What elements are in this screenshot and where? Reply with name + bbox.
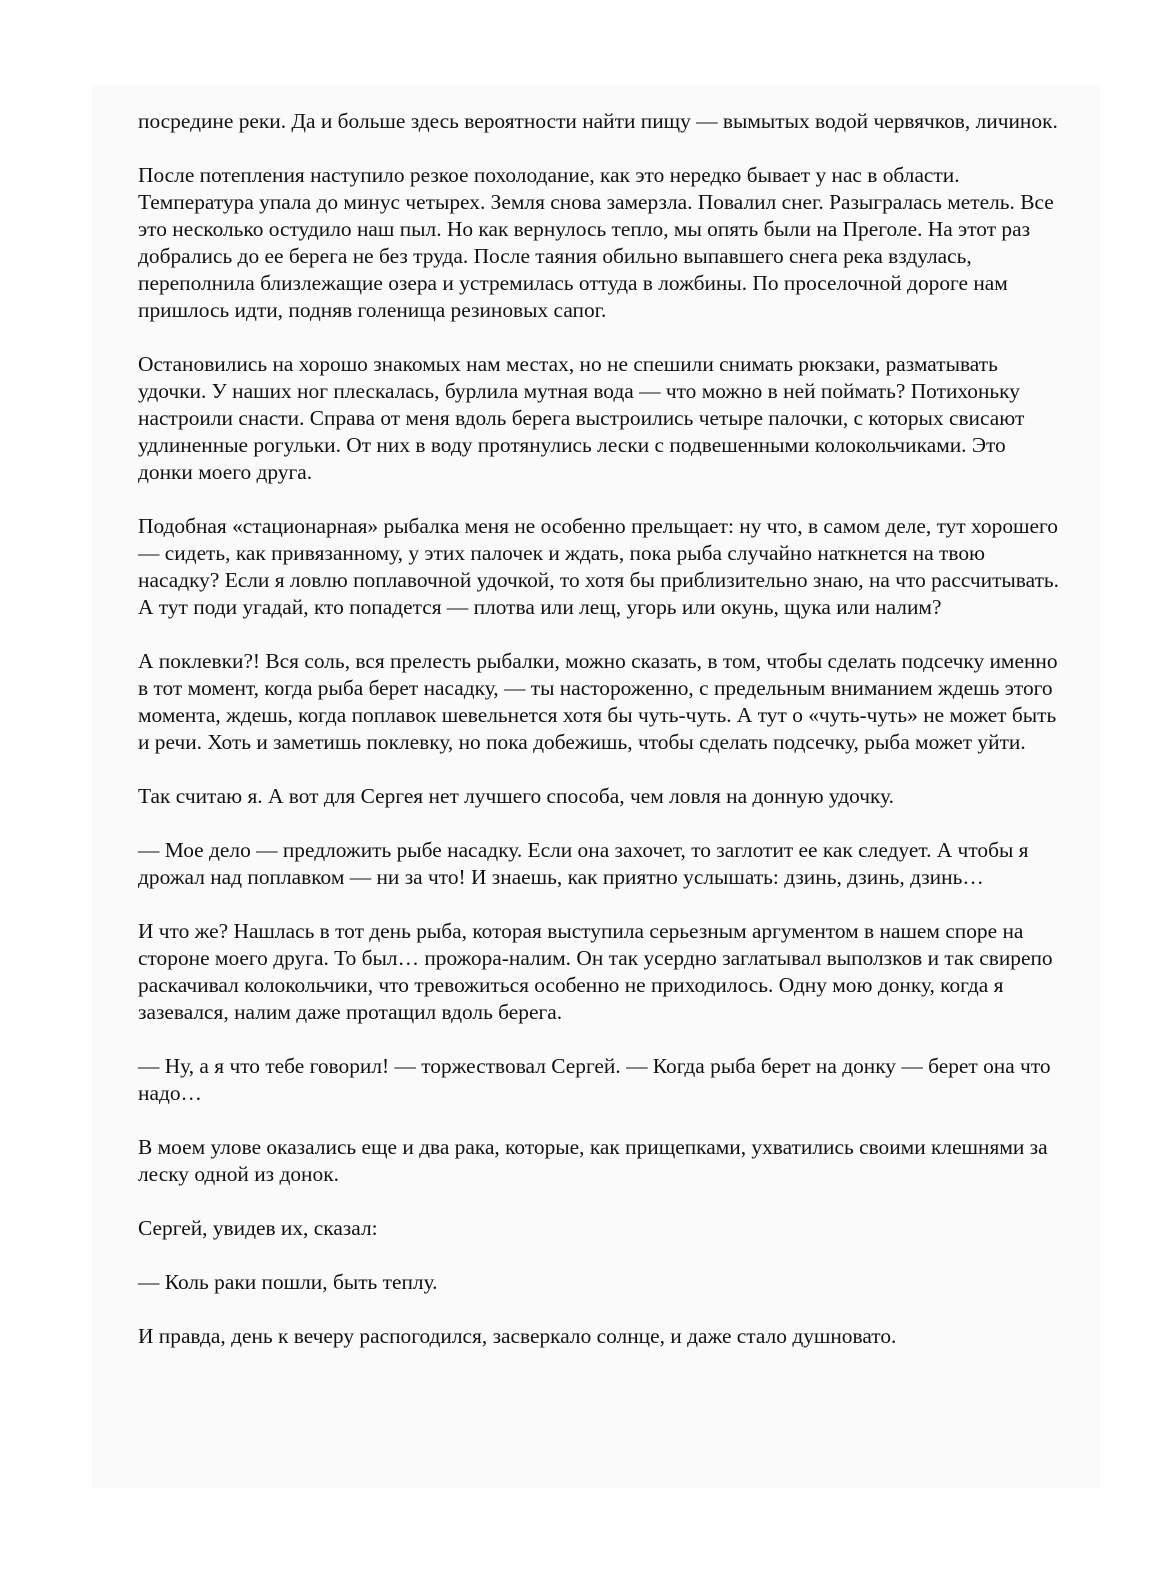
paragraph: посредине реки. Да и больше здесь вероятности найти пищу — вымытых водой червячков, личинок. (138, 109, 1058, 133)
paragraph: Так считаю я. А вот для Сергея нет лучшего способа, чем ловля на донную удочку. (138, 784, 895, 808)
paragraph: — Коль раки пошли, быть теплу. (138, 1270, 438, 1294)
paragraph: А поклевки?! Вся соль, вся прелесть рыбалки, можно сказать, в том, чтобы сделать подсечку именно в тот момент, когда рыба берет насадку, — ты настороженно, с предельным вниманием ждешь этого момента, ждешь, когда поплавок шевельнется хотя бы чуть-чуть. А тут о «чуть-чуть» не может быть и речи. Хоть и заметишь поклевку, но пока добежишь, чтобы сделать подсечку, рыба может уйти. (138, 649, 1058, 754)
document-body (138, 108, 1063, 1377)
paragraph: В моем улове оказались еще и два рака, которые, как прищепками, ухватились своими клешнями за леску одной из донок. (138, 1135, 1048, 1186)
paragraph: — Мое дело — предложить рыбе насадку. Если она захочет, то заглотит ее как следует. А чтобы я дрожал над поплавком — ни за что! И знаешь, как приятно услышать: дзинь, дзинь, дзинь… (138, 838, 1029, 889)
paragraph: Сергей, увидев их, сказал: (138, 1216, 378, 1240)
paragraph: Остановились на хорошо знакомых нам местах, но не спешили снимать рюкзаки, разматывать удочки. У наших ног плескалась, бурлила мутная вода — что можно в ней поймать? Потихоньку настроили снасти. Справа от меня вдоль берега выстроились четыре палочки, с которых свисают удлиненные рогульки. От них в воду протянулись лески с подвешенными колокольчиками. Это донки моего друга. (138, 352, 1025, 484)
paragraph: После потепления наступило резкое похолодание, как это нередко бывает у нас в области. Температура упала до минус четырех. Земля снова замерзла. Повалил снег. Разыгралась метель. Все это несколько остудило наш пыл. Но как вернулось тепло, мы опять были на Преголе. На этот раз добрались до ее берега не без труда. После таяния обильно выпавшего снега река вздулась, переполнила близлежащие озера и устремилась оттуда в ложбины. По проселочной дороге нам пришлось идти, подняв голенища резиновых сапог. (138, 163, 1054, 322)
paragraph: И правда, день к вечеру распогодился, засверкало солнце, и даже стало душновато. (138, 1324, 897, 1348)
paragraph: — Ну, а я что тебе говорил! — торжествовал Сергей. — Когда рыба берет на донку — берет она что надо… (138, 1054, 1051, 1105)
paragraph: Подобная «стационарная» рыбалка меня не особенно прельщает: ну что, в самом деле, тут хорошего — сидеть, как привязанному, у этих палочек и ждать, пока рыба случайно наткнется на твою насадку? Если я ловлю поплавочной удочкой, то хотя бы приблизительно знаю, на что рассчитывать. А тут поди угадай, кто попадется — плотва или лещ, угорь или окунь, щука или налим? (138, 514, 1060, 619)
paragraph: И что же? Нашлась в тот день рыба, которая выступила серьезным аргументом в нашем споре на стороне моего друга. То был… прожора-налим. Он так усердно заглатывал выползков и так свирепо раскачивал колокольчики, что тревожиться особенно не приходилось. Одну мою донку, когда я зазевался, налим даже протащил вдоль берега. (138, 919, 1053, 1024)
